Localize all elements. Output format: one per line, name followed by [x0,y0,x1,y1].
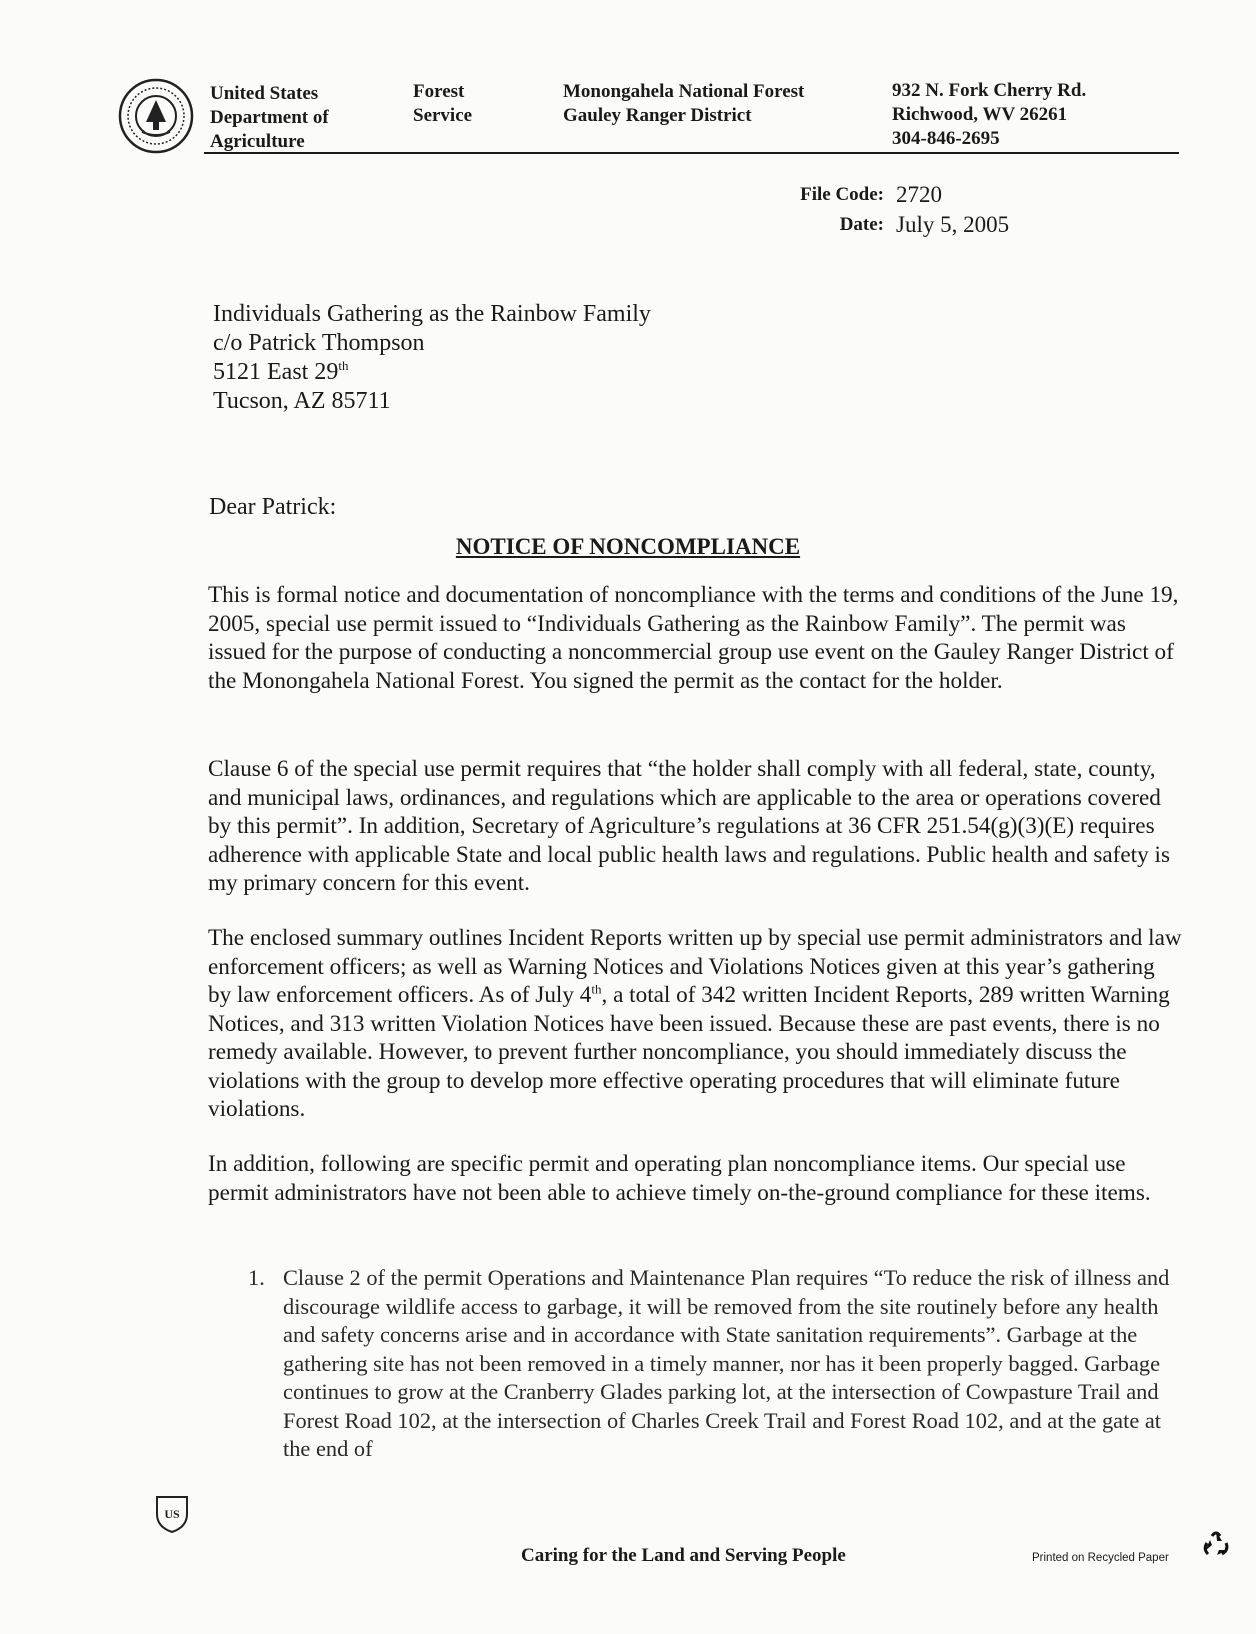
recipient-line: Tucson, AZ 85711 [213,388,391,414]
paragraph: This is formal notice and documentation of noncompliance with the terms and conditions of the June 19, 2005, special use permit issued to “Individuals Gathering as the Rainbow Family”. The permit was issued for the purpose of conducting a noncommercial group use event on the Gauley Ranger District of the Monongahela National Forest. You signed the permit as the contact for the holder. [208,582,1179,694]
recipient-line: c/o Patrick Thompson [213,330,425,356]
paragraph: In addition, following are specific permit and operating plan noncompliance items. Our special use permit administrators have not been able to achieve timely on-the-ground compliance for these items. [208,1151,1151,1206]
office-address [892,79,1086,151]
file-meta [780,180,1009,240]
agency-line: Agriculture [210,131,305,152]
date-row [780,210,1009,240]
agency-name [210,82,329,154]
list-item [248,1264,1188,1464]
forest-name [563,80,804,128]
file-code-label: File Code: [800,184,884,205]
letterhead-rule [204,152,1179,154]
date-value: July 5, 2005 [896,212,1010,237]
list-number: 1. [248,1265,265,1290]
address-line: Richwood, WV 26261 [892,104,1068,125]
shield-text: US [164,1507,180,1521]
list-text: Clause 2 of the permit Operations and Maintenance Plan requires “To reduce the risk of illness and discourage wildlife access to garbage, it will be removed from the site routinely before any health and safety concerns arise and in accordance with State sanitation requirements”. Garbage at the gathering site has not been removed in a timely manner, nor has it been properly bagged. Garbage continues to grow at the Cranberry Glades parking lot, at the intersection of Cowpasture Trail and Forest Road 102, at the intersection of Charles Creek Trail and Forest Road 102, and at the gate at the end of [283,1265,1170,1461]
agency-line: United States [210,83,319,104]
paragraph [208,924,1183,1124]
forest-line: Monongahela National Forest [563,81,805,102]
paragraph-text: , a total of 342 written Incident Reports, 289 written Warning Notices, and 313 written Violation Notices have been issued. Because these are past events, there is no remedy available. However, to prevent further noncompliance, you should immediately discuss the violations with the group to develop more effective operating procedures that will eliminate future violations. [208,982,1170,1122]
service-line: Forest [413,81,465,102]
notice-title: NOTICE OF NONCOMPLIANCE [455,534,801,559]
service-name [413,80,472,128]
ordinal-suffix: th [338,358,349,373]
paragraph-text: The enclosed summary outlines Incident Reports written up by special use permit administrators and law enforcement officers; as well as Warning Notices and Violations Notices given at this year’s gathering by law enforcement officers. As of July 4 [208,925,1182,1008]
recipient-address [213,300,651,416]
recipient-line [213,358,651,387]
file-code-row [780,180,1009,210]
date-label: Date: [839,214,884,235]
footer-motto: Caring for the Land and Serving People [521,1545,846,1566]
forest-service-shield-icon [154,1494,190,1534]
service-line: Service [413,105,473,126]
ordinal-suffix: th [591,981,602,997]
recycle-icon [1200,1528,1232,1560]
recipient-line: Individuals Gathering as the Rainbow Family [213,301,651,327]
forest-line: Gauley Ranger District [563,105,752,126]
street-text: 5121 East 29 [213,359,339,385]
usda-seal-icon [118,78,194,154]
noncompliance-list [248,1264,1188,1464]
address-line: 932 N. Fork Cherry Rd. [892,80,1087,101]
salutation: Dear Patrick: [209,494,337,520]
address-line: 304-846-2695 [892,128,1000,149]
paragraph: Clause 6 of the special use permit requires that “the holder shall comply with all federal, state, county, and municipal laws, ordinances, and regulations which are applicable to the area or operations covered by this permit”. In addition, Secretary of Agriculture’s regulations at 36 CFR 251.54(g)(3)(E) requires adherence with applicable State and local public health laws and regulations. Public health and safety is my primary concern for this event. [208,756,1170,896]
agency-line: Department of [210,107,329,128]
recycled-paper-note: Printed on Recycled Paper [1032,1552,1169,1564]
file-code-value: 2720 [896,182,942,207]
